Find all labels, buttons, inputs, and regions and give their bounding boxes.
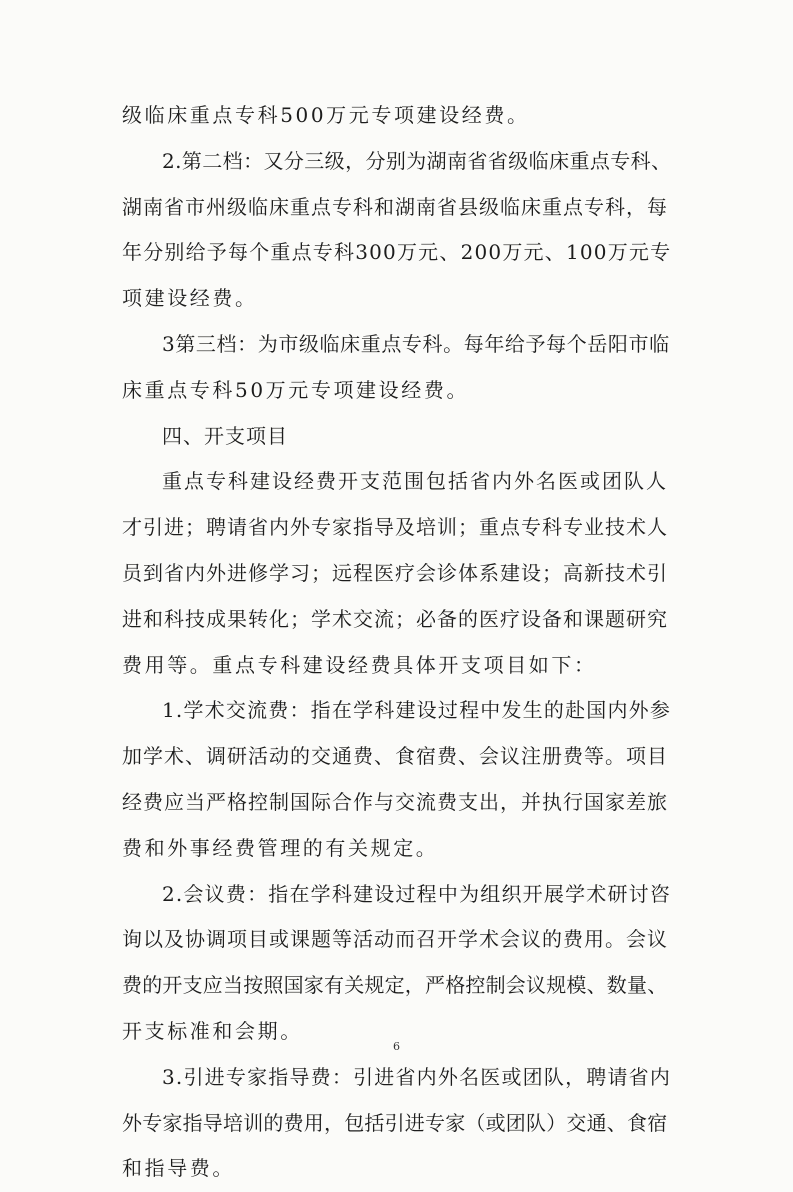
text-line: 年分别给予每个重点专科300万元、200万元、100万元专 xyxy=(122,240,672,265)
text-line: 级临床重点专科500万元专项建设经费。 xyxy=(122,103,530,127)
text-line: 费和外事经费管理的有关规定。 xyxy=(122,835,439,860)
text-line: 重点专科建设经费开支范围包括省内外名医或团队人 xyxy=(162,469,668,494)
text-line: 3第三档：为市级临床重点专科。每年给予每个岳阳市临 xyxy=(162,331,670,356)
text-line: 床重点专科50万元专项建设经费。 xyxy=(122,377,470,402)
text-line: 员到省内外进修学习；远程医疗会诊体系建设；高新技术引 xyxy=(122,560,668,585)
text-line: 经费应当严格控制国际合作与交流费支出，并执行国家差旅 xyxy=(122,789,668,814)
text-line: 3.引进专家指导费：引进省内外名医或团队，聘请省内 xyxy=(162,1064,672,1089)
text-line: 费的开支应当按照国家有关规定，严格控制会议规模、数量、 xyxy=(122,973,668,998)
text-line: 2.会议费：指在学科建设过程中为组织开展学术研讨咨 xyxy=(162,881,672,906)
page-number: 6 xyxy=(393,1040,400,1053)
text-line: 询以及协调项目或课题等活动而召开学术会议的费用。会议 xyxy=(122,927,668,952)
text-line: 湖南省市州级临床重点专科和湖南省县级临床重点专科，每 xyxy=(122,194,668,219)
text-line: 加学术、调研活动的交通费、食宿费、会议注册费等。项目 xyxy=(122,744,668,769)
text-line: 1.学术交流费：指在学科建设过程中发生的赴国内外参 xyxy=(162,698,672,723)
text-line: 和指导费。 xyxy=(122,1156,235,1181)
text-line: 项建设经费。 xyxy=(122,286,258,311)
text-line: 费用等。重点专科建设经费具体开支项目如下： xyxy=(122,652,597,677)
section-heading: 四、开支项目 xyxy=(162,423,288,448)
text-line: 进和科技成果转化；学术交流；必备的医疗设备和课题研究 xyxy=(122,606,668,631)
text-line: 外专家指导培训的费用，包括引进专家（或团队）交通、食宿 xyxy=(122,1110,668,1135)
text-line: 才引进；聘请省内外专家指导及培训；重点专科专业技术人 xyxy=(122,515,668,540)
text-line: 开支标准和会期。 xyxy=(122,1018,303,1043)
body-text xyxy=(122,93,672,1192)
text-line: 2.第二档：又分三级，分别为湖南省省级临床重点专科、 xyxy=(162,148,672,173)
